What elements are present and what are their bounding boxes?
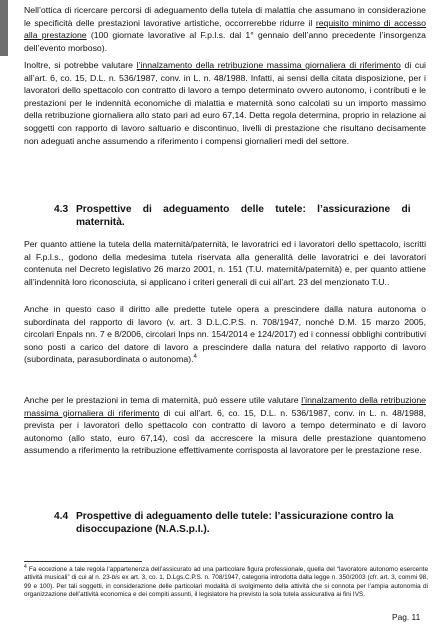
paragraph-text: (100 giornate lavorative al F.p.l.s. dal 1° gennaio dell’anno precedente l’insorgenza dell’evento morboso). bbox=[24, 30, 426, 53]
paragraph-maternita-retribuzione bbox=[24, 394, 426, 457]
footnote-reference[interactable]: 4 bbox=[193, 354, 197, 361]
section-title-line1: Prospettive di adeguamento delle tutele: l’assicurazione contro la bbox=[76, 511, 394, 522]
paragraph-malattia-requisito bbox=[24, 4, 426, 54]
paragraph-text: di cui all’art. 6, co. 15, D.L. n. 536/1987, conv. in L. n. 48/1988, prevista per i lavoratori dello spettacolo con contratto di lavoro a tempo determinato e di lavoro autonomo (allo stato, euro 67,14), così da accrescere la misura delle prestazione quantomeno assumendo a riferimento la retribuzione effettivamente corrisposta al lavoratore per le prestazione rese. bbox=[24, 407, 427, 456]
footnote-text: ex art. 3, co. 1, D.Lgs.C.P.S. n. 708/1947, categoria introdotta dalla legge n. 350/2003 (cfr. art. 3, commi 98, 99 e 100). Per tali soggetti, in considerazione delle particolari modalità di svolgimento della attività che si connota per l’ampia autonomia di organizzazione dell’attività economica e dei compiti assunti, il legislatore ha previsto la sola tutela assicurativa ai fini IVS. bbox=[24, 574, 428, 599]
paragraph-text: Inoltre, si potrebbe valutare bbox=[24, 60, 137, 70]
section-heading-4-4 bbox=[54, 510, 428, 537]
footnote-text: Fa eccezione a tale regola l’appartenenza dell’assicurato ad una particolare figura professionale, quella del “lavoratore autonomo esercente attività musicali” di cui al n. 23- bbox=[24, 566, 428, 582]
underlined-phrase: l’innalzamento della retribuzione massima giornaliera di riferimento bbox=[136, 60, 401, 70]
underlined-phrase: requisito minimo di accesso alla prestazione bbox=[24, 17, 426, 41]
paragraph-text: di cui all’art. 6, co. 15, D.L. n. 536/1987, conv. in L. n. 48/1988. Infatti, ai sensi della citata disposizione, per i lavoratori dello spettacolo con contratto di lavoro a tempo determinato ovvero autonomo, i contributi e le prestazioni per le indennità economiche di malattia e maternità sono calcolati su un importo massimo della retribuzione giornaliera allo stato pari ad euro 67,14. Detta regola determina, proprio in relazione ai soggetti con rapporto di lavoro saltuario e discontinuo, livelli di prestazione che risultano decisamente non adeguati anche assumendo a riferimento i compensi giornalieri medi del settore. bbox=[24, 60, 426, 146]
paragraph-text: Anche per le prestazioni in tema di maternità, può essere utile valutare bbox=[24, 395, 302, 405]
paragraph-retribuzione-malattia bbox=[24, 59, 426, 147]
section-heading-4-3 bbox=[54, 203, 428, 230]
section-title-line1: Prospettive di adeguamento delle tutele: l’assicurazione di bbox=[76, 204, 411, 215]
footnote-mark: 4 bbox=[24, 563, 27, 570]
footnote-4 bbox=[24, 563, 428, 600]
page-number: Pag. 11 bbox=[392, 612, 421, 622]
paragraph-maternita-diritto bbox=[24, 303, 426, 366]
footnote-divider bbox=[24, 561, 142, 562]
page-edge-tab bbox=[0, 0, 8, 56]
underlined-phrase: l’innalzamento della retribuzione massima giornaliera di riferimento bbox=[24, 395, 426, 418]
footnote-italic: bis bbox=[111, 574, 120, 582]
section-number: 4.3 bbox=[54, 204, 69, 215]
paragraph-text: Nell’ottica di ricercare percorsi di adeguamento della tutela di malattia che assumano in considerazione le specificità delle prestazioni lavorative artistiche, occorrerebbe ridurre il bbox=[24, 5, 426, 28]
section-title-line2: disoccupazione (N.A.S.p.I.). bbox=[76, 524, 210, 536]
paragraph-maternita-tutela: Per quanto attiene la tutela della maternità/paternità, le lavoratrici ed i lavoratori dello spettacolo, iscritti al F.p.l.s., godono della medesima tutela riservata alla generalità delle lavoratrici e dei lavoratori contenuta nel Decreto legislativo 26 marzo 2001, n. 151 (T.U. maternità/paternità) e, per quanto attiene all’indennità loro riconosciuta, si applicano i criteri generali di cui all’art. 23 del menzionato T.U.. bbox=[24, 239, 426, 287]
section-number: 4.4 bbox=[54, 511, 69, 522]
section-title-line2: maternità. bbox=[76, 217, 125, 229]
paragraph-text: Anche in questo caso il diritto alle predette tutele opera a prescindere dalla natura autonoma o subordinata del rapporto di lavoro (v. art. 3 D.L.C.P.S. n. 708/1947, nonché D.M. 15 marzo 2005, circolari Enpals nn. 7 e 8/2006, circolari Inps nn. 154/2014 e 124/2017) ed i connessi obblighi contributivi sono posti a carico del datore di lavoro a prescindere dalla natura del relativo rapporto di lavoro (subordinata, parasubordinata o autonoma). bbox=[24, 304, 426, 365]
